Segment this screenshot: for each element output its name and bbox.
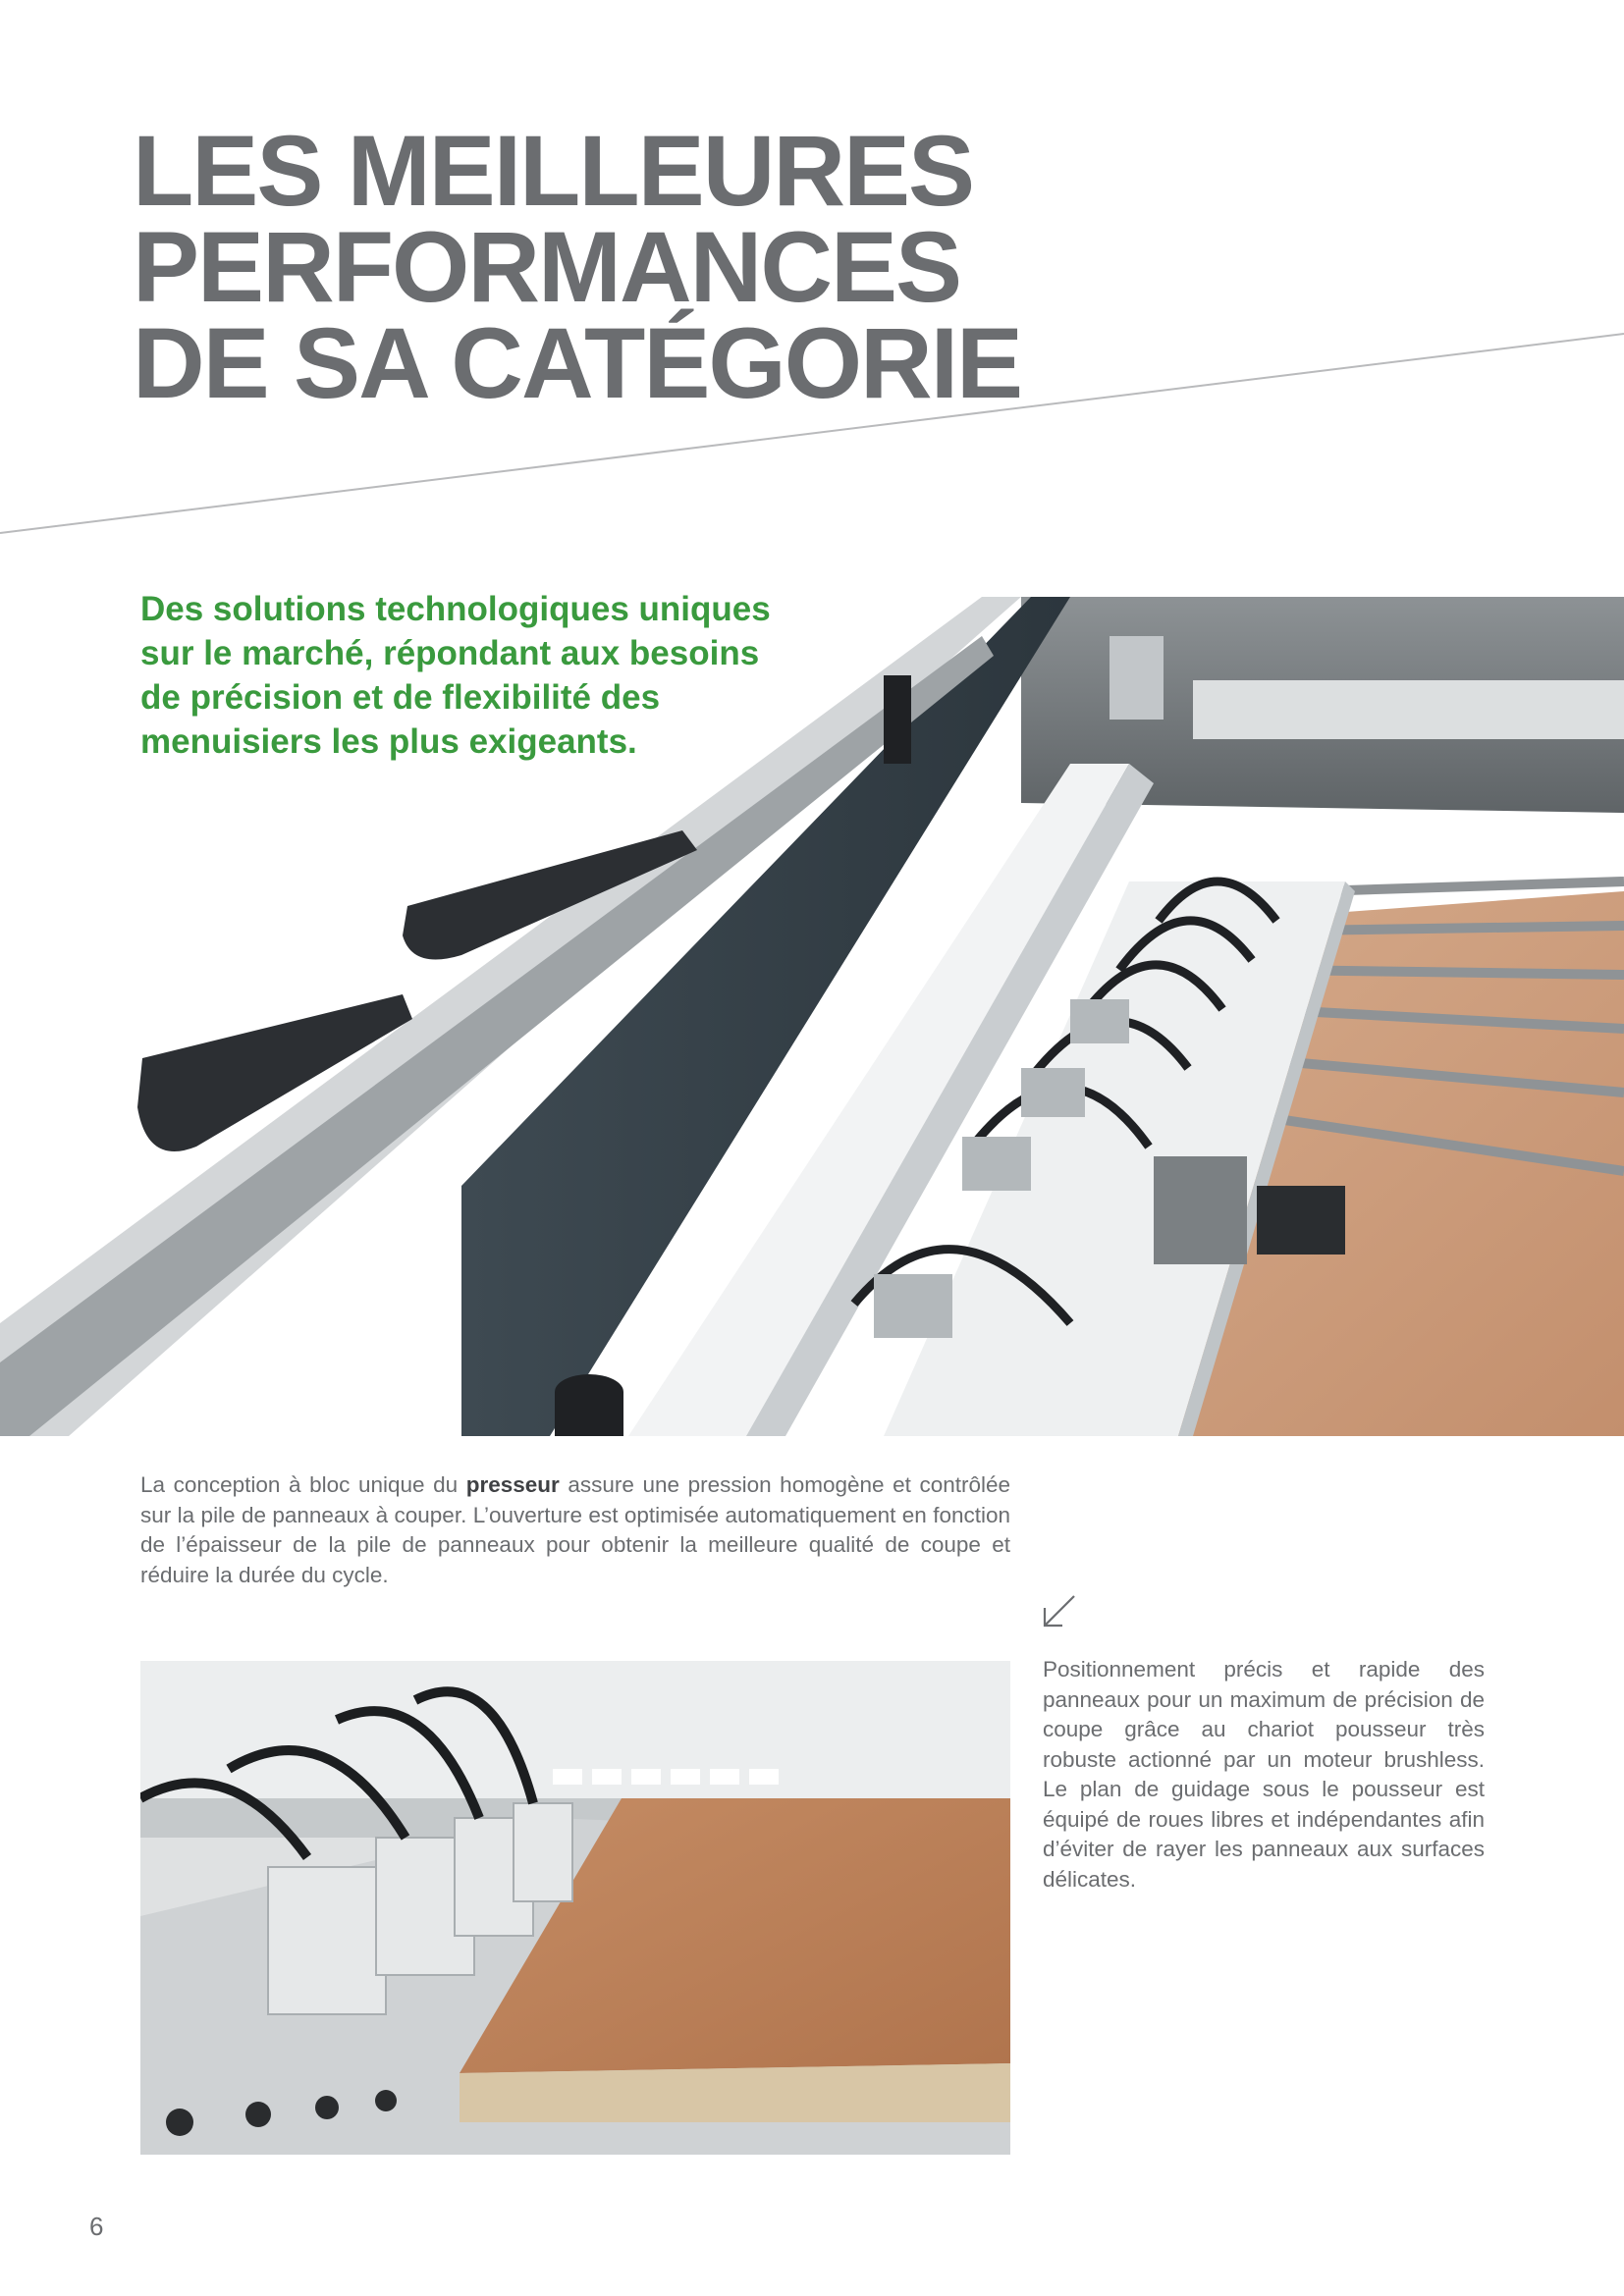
body-bold-term: presseur — [465, 1472, 560, 1497]
green-subtitle — [140, 587, 828, 764]
subtitle-line-3: de précision et de flexibilité des — [140, 678, 661, 717]
presseur-paragraph — [140, 1470, 1010, 1590]
subtitle-line-2: sur le marché, répondant aux besoins — [140, 634, 760, 672]
body-before-bold: La conception à bloc unique du — [140, 1472, 466, 1497]
subtitle-line-4: menuisiers les plus exigeants. — [140, 722, 637, 761]
headline-line-3: DE SA CATÉGORIE — [133, 307, 1022, 419]
pusher-paragraph: Positionnement précis et rapide des panneaux pour un maximum de précision de coupe grâce au chariot pousseur très robuste actionné par un moteur brushless. Le plan de guidage sous le pousseur est équipé de roues libres et indépendantes afin d’éviter de rayer les panneaux aux surfaces délicates. — [1043, 1657, 1485, 1892]
page-headline — [133, 115, 1022, 419]
arrow-down-left-icon — [1039, 1590, 1080, 1631]
subtitle-line-1: Des solutions technologiques uniques — [140, 590, 771, 628]
headline-line-1: LES MEILLEURES — [133, 115, 974, 227]
pusher-carriage-photo — [140, 1661, 1010, 2155]
headline-line-2: PERFORMANCES — [133, 211, 961, 323]
page-number: 6 — [89, 2212, 104, 2241]
body-after-bold: assure une pression homogène et contrôlée sur la pile de panneaux à couper. L’ouverture est optimisée automatiquement en fonction de l’épaisseur de la pile de panneaux pour obtenir la meilleure qualité de coupe et réduire la durée du cycle. — [140, 1472, 1010, 1587]
